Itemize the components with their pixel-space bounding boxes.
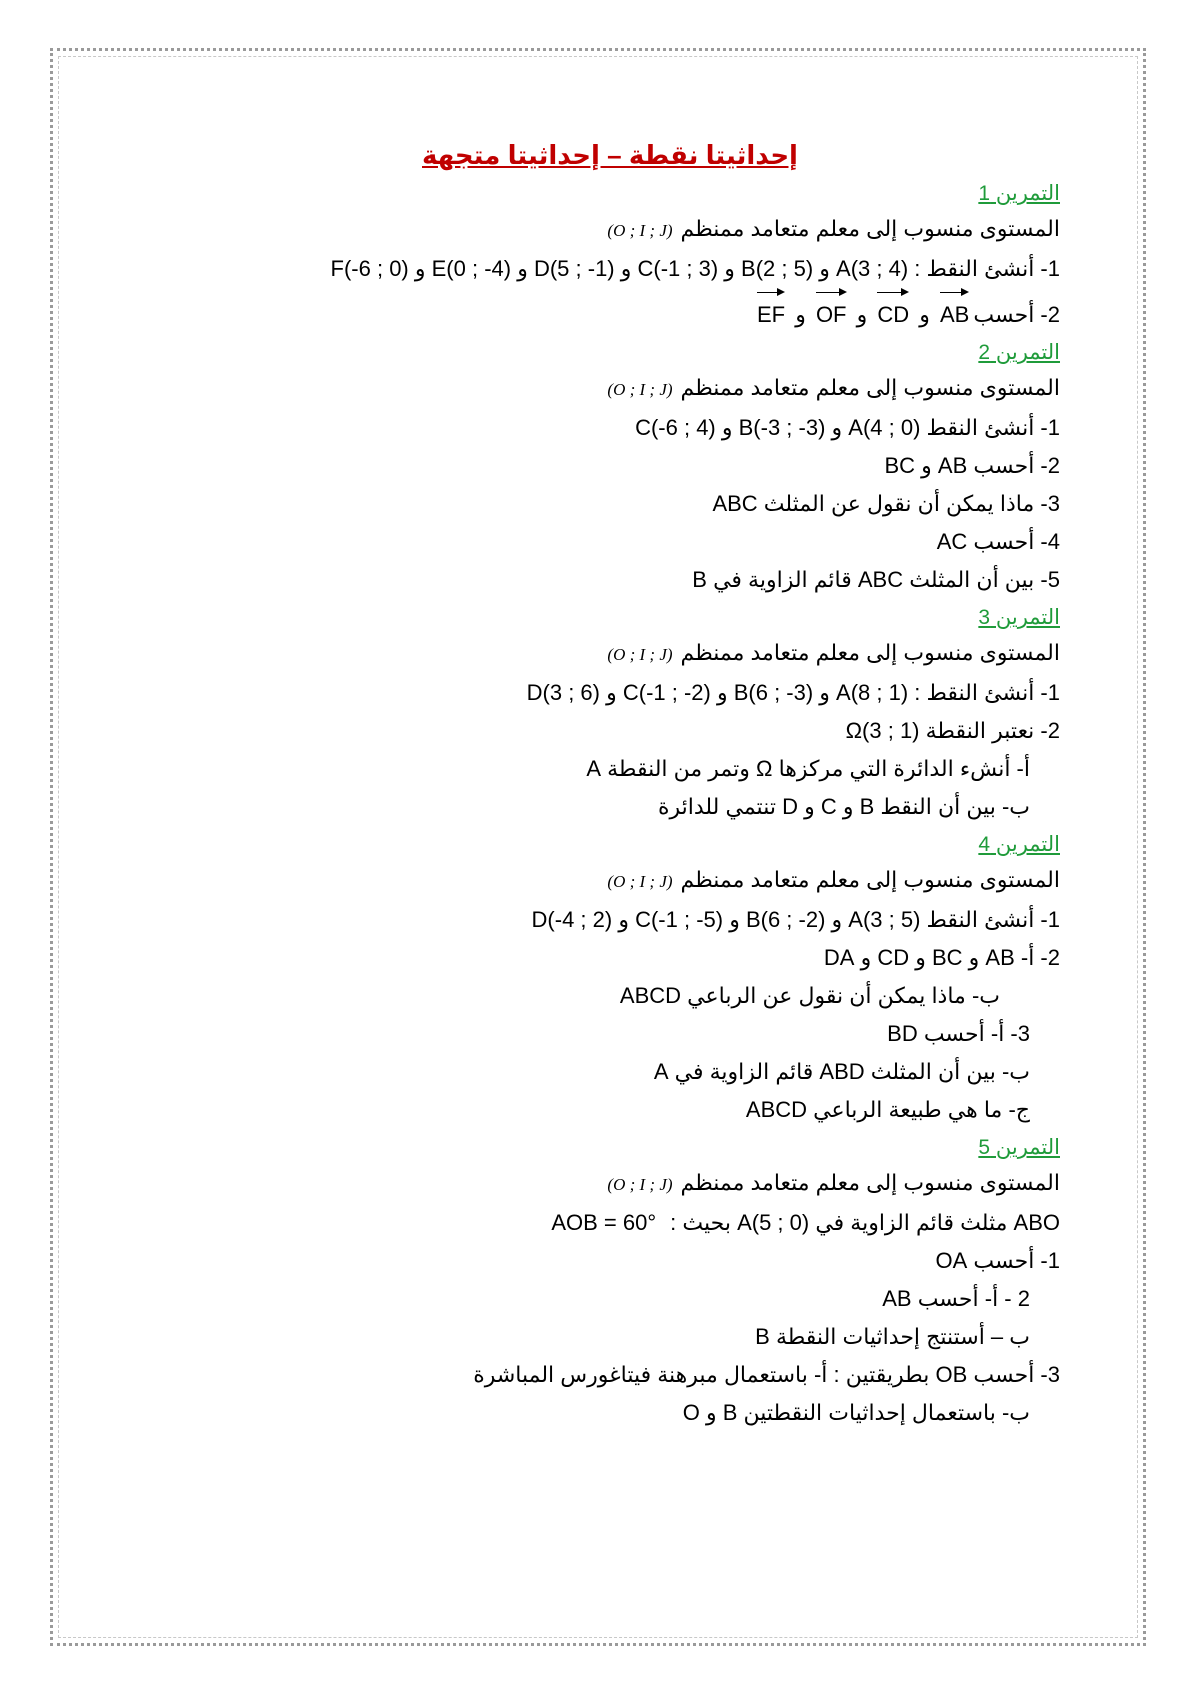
exercise-line bbox=[160, 1242, 1060, 1280]
exercises-container bbox=[160, 181, 1060, 1432]
line-text: 3- ماذا يمكن أن نقول عن المثلث ABC bbox=[712, 491, 1060, 516]
vector-ef: EF bbox=[757, 288, 785, 334]
exercise-line bbox=[160, 861, 1060, 901]
line-text: ABO مثلث قائم الزاوية في A(5 ; 0) بحيث : bbox=[670, 1210, 1060, 1235]
worksheet bbox=[160, 140, 1060, 1432]
line-text: المستوى منسوب إلى معلم متعامد ممنظم bbox=[680, 1170, 1060, 1195]
line-text: 2- أحسب bbox=[973, 302, 1060, 327]
line-text: 3- أ- أحسب BD bbox=[887, 1021, 1030, 1046]
exercise-line bbox=[160, 485, 1060, 523]
exercise-line bbox=[160, 250, 1060, 288]
line-text: ب- ماذا يمكن أن نقول عن الرباعي ABCD bbox=[619, 983, 1000, 1008]
exercise-line bbox=[160, 1015, 1060, 1053]
exercise-title: التمرين 1 bbox=[978, 182, 1060, 205]
line-text: المستوى منسوب إلى معلم متعامد ممنظم bbox=[680, 867, 1060, 892]
exercise-line bbox=[160, 1053, 1060, 1091]
frame-reference: (O ; I ; J) bbox=[607, 645, 673, 664]
frame-reference: (O ; I ; J) bbox=[607, 221, 673, 240]
exercise-title: التمرين 5 bbox=[978, 1136, 1060, 1159]
exercise-line bbox=[160, 1204, 1060, 1242]
line-text: 1- أنشئ النقط : A(8 ; 1) و B(6 ; -3) و C(-1 ; -2) و D(3 ; 6) bbox=[526, 680, 1060, 705]
exercise-2 bbox=[160, 340, 1060, 599]
separator: و bbox=[913, 302, 936, 327]
exercise-line bbox=[160, 210, 1060, 250]
exercise-1 bbox=[160, 181, 1060, 334]
exercise-title: التمرين 3 bbox=[978, 606, 1060, 629]
line-text: ب- بين أن المثلث ABD قائم الزاوية في A bbox=[653, 1059, 1030, 1084]
line-text: المستوى منسوب إلى معلم متعامد ممنظم bbox=[680, 375, 1060, 400]
exercise-line bbox=[160, 1394, 1060, 1432]
exercise-line bbox=[160, 1091, 1060, 1129]
exercise-line bbox=[160, 561, 1060, 599]
line-text: 4- أحسب AC bbox=[936, 529, 1060, 554]
exercise-line bbox=[160, 939, 1060, 977]
frame-reference: (O ; I ; J) bbox=[607, 1175, 673, 1194]
line-text: 1- أنشئ النقط : A(3 ; 4) و B(2 ; 5) و C(-1 ; 3) و D(5 ; -1) و E(0 ; -4) و F(-6 ; 0) bbox=[330, 256, 1060, 281]
vector-of: OF bbox=[816, 288, 847, 334]
page-title: إحداثيتا نقطة – إحداثيتا متجهة bbox=[422, 140, 798, 170]
line-text: ب- بين أن النقط B و C و D تنتمي للدائرة bbox=[657, 794, 1030, 819]
line-text: ج- ما هي طبيعة الرباعي ABCD bbox=[745, 1097, 1030, 1122]
vector-cd: CD bbox=[877, 288, 909, 334]
exercise-line bbox=[160, 523, 1060, 561]
exercise-line bbox=[160, 1164, 1060, 1204]
exercise-line bbox=[160, 674, 1060, 712]
line-text: 2- أ- AB و BC و CD و DA bbox=[823, 945, 1060, 970]
exercise-line bbox=[160, 977, 1060, 1015]
frame-reference: (O ; I ; J) bbox=[607, 872, 673, 891]
line-text: 1- أحسب OA bbox=[935, 1248, 1060, 1273]
exercise-line bbox=[160, 288, 1060, 334]
exercise-line bbox=[160, 1318, 1060, 1356]
frame-reference: (O ; I ; J) bbox=[607, 380, 673, 399]
line-text: 1- أنشئ النقط A(4 ; 0) و B(-3 ; -3) و C(-6 ; 4) bbox=[635, 415, 1060, 440]
line-text: 3- أحسب OB بطريقتين : أ- باستعمال مبرهنة فيتاغورس المباشرة bbox=[473, 1362, 1060, 1387]
exercise-line bbox=[160, 788, 1060, 826]
exercise-3 bbox=[160, 605, 1060, 826]
exercise-line bbox=[160, 901, 1060, 939]
exercise-line bbox=[160, 634, 1060, 674]
line-text: أ- أنشء الدائرة التي مركزها Ω وتمر من النقطة A bbox=[586, 756, 1030, 781]
exercise-4 bbox=[160, 832, 1060, 1129]
exercise-line bbox=[160, 369, 1060, 409]
line-text: ب – أستنتج إحداثيات النقطة B bbox=[755, 1324, 1030, 1349]
vector-ab: AB bbox=[940, 288, 969, 334]
separator: و bbox=[789, 302, 812, 327]
line-text: 2- أحسب AB و BC bbox=[884, 453, 1060, 478]
exercise-line bbox=[160, 1280, 1060, 1318]
line-text: 1- أنشئ النقط A(3 ; 5) و B(6 ; -2) و C(-1 ; -5) و D(-4 ; 2) bbox=[531, 907, 1060, 932]
line-text: ب- باستعمال إحداثيات النقطتين B و O bbox=[682, 1400, 1030, 1425]
exercise-line bbox=[160, 409, 1060, 447]
line-text: المستوى منسوب إلى معلم متعامد ممنظم bbox=[680, 640, 1060, 665]
exercise-line bbox=[160, 750, 1060, 788]
exercise-title: التمرين 4 bbox=[978, 833, 1060, 856]
angle-value: AOB = 60° bbox=[551, 1210, 657, 1235]
line-text: 2 - أ- أحسب AB bbox=[882, 1286, 1030, 1311]
exercise-line bbox=[160, 1356, 1060, 1394]
line-text: 2- نعتبر النقطة Ω(3 ; 1) bbox=[845, 718, 1060, 743]
line-text: 5- بين أن المثلث ABC قائم الزاوية في B bbox=[692, 567, 1060, 592]
exercise-5 bbox=[160, 1135, 1060, 1432]
exercise-line bbox=[160, 447, 1060, 485]
separator: و bbox=[850, 302, 874, 327]
exercise-title: التمرين 2 bbox=[978, 341, 1060, 364]
line-text: المستوى منسوب إلى معلم متعامد ممنظم bbox=[680, 216, 1060, 241]
exercise-line bbox=[160, 712, 1060, 750]
